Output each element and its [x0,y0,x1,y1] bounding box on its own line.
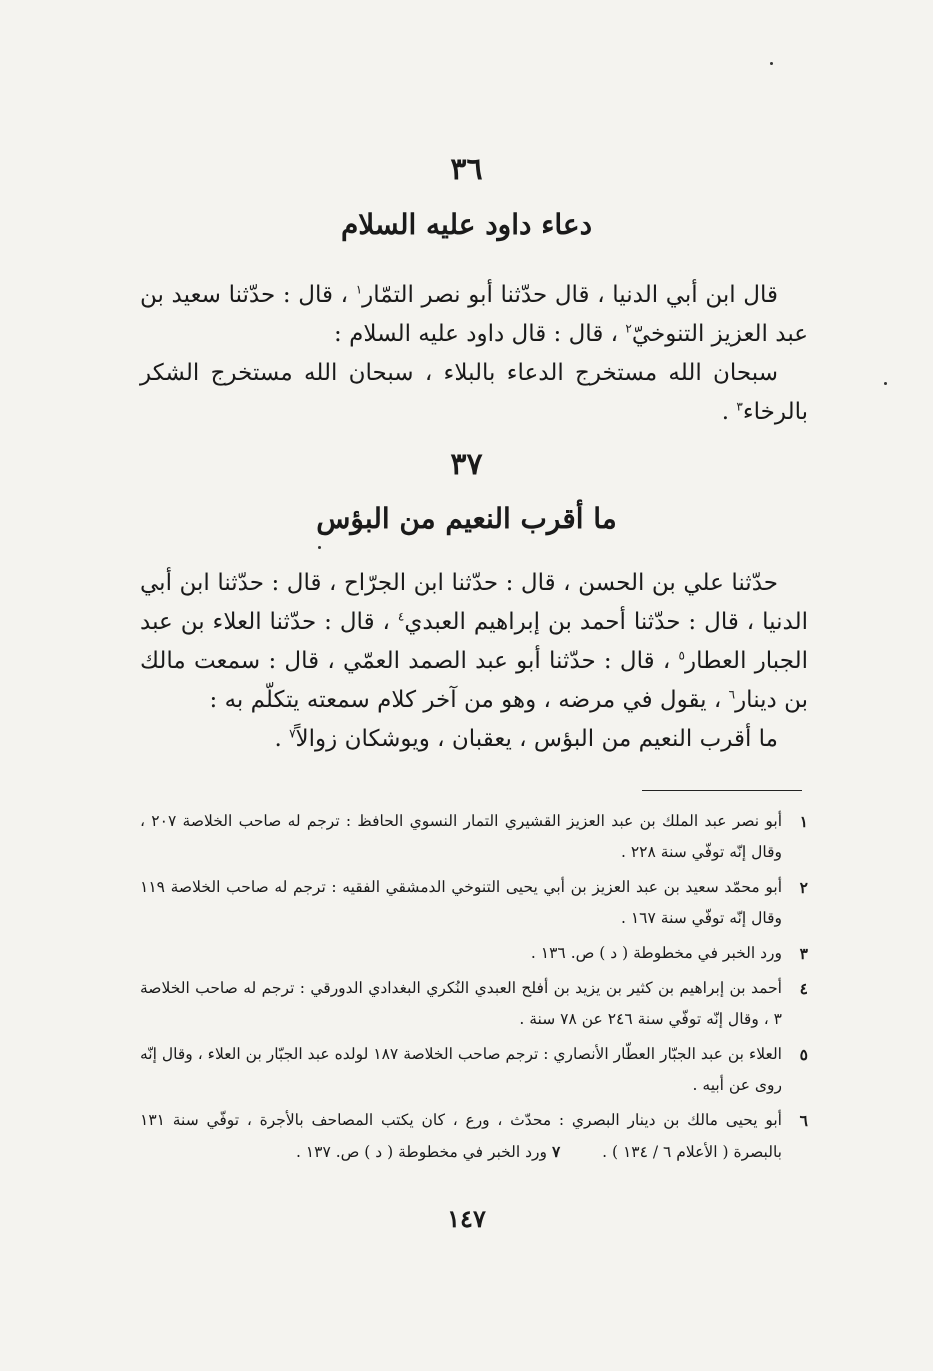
footnote-6 [140,1105,808,1168]
section-37-paragraph-2: ما أقرب النعيم من البؤس ، يعقبان ، ويوشكان زوالاً$^٧$ . [274,726,778,752]
footnote-text: ورد الخبر في مخطوطة ( د ) ص. ١٣٦ . [530,944,782,962]
section-title-37: ما أقرب النعيم من البؤس [316,502,617,535]
paper-speck [884,382,887,385]
footnote-3 [140,938,808,969]
section-36-paragraph-1: قال ابن أبي الدنيا ، قال حدّثنا أبو نصر التمّار$^١$ ، قال : حدّثنا سعيد بن عبد العزيز التنوخيّ$^٢$ ، قال : قال داود عليه السلام : [140,282,808,347]
page-number: ١٤٧ [447,1204,486,1233]
footnote-number: ١ [799,812,808,831]
section-36-paragraph-2: سبحان الله مستخرج الدعاء بالبلاء ، سبحان الله مستخرج الشكر بالرخاء$^٣$ . [140,360,808,425]
footnote-text: أحمد بن إبراهيم بن كثير بن يزيد بن أفلح العبدي النُكري البغدادي الدورقي : ترجم له صاحب الخلاصة ٣ ، وقال إنّه توفّي سنة ٢٤٦ عن ٧٨ سنة . [140,979,782,1028]
footnote-number: ٥ [799,1045,808,1064]
footnote-number: ٢ [799,878,808,897]
section-number-37: ٣٧ [450,447,483,482]
footnote-text-7: ورد الخبر في مخطوطة ( د ) ص. ١٣٧ . [295,1143,548,1161]
footnote-ref-3: ٣ [736,399,743,414]
footnotes [140,806,808,1172]
footnote-number: ٤ [799,979,808,998]
footnote-ref-7: ٧ [289,726,296,741]
footnote-1 [140,806,808,868]
footnote-number: ٦ [799,1111,808,1130]
footnote-text: أبو نصر عبد الملك بن عبد العزيز القشيري التمار النسوي الحافظ : ترجم له صاحب الخلاصة ٢٠٧ ، وقال إنّه توفّي سنة ٢٢٨ . [140,812,783,861]
paper-speck [318,546,321,549]
section-37-body [140,564,808,759]
section-36-body [140,276,808,432]
footnote-number-7: ٧ [551,1142,561,1161]
footnote-ref-5: ٥ [678,648,685,663]
footnote-ref-6: ٦ [728,687,736,702]
footnote-text: أبو محمّد سعيد بن عبد العزيز بن أبي يحيى التنوخي الدمشقي الفقيه : ترجم له صاحب الخلاصة ١١٩ وقال إنّه توفّي سنة ١٦٧ . [140,878,782,927]
footnote-divider [642,790,802,791]
section-number-36: ٣٦ [450,152,483,187]
footnote-text: أبو يحيى مالك بن دينار البصري : محدّث ، ورع ، كان يكتب المصاحف بالأجرة ، توفّي سنة ١٣١ بالبصرة ( الأعلام ٦ / ١٣٤ ) . [140,1111,782,1161]
section-title-36: دعاء داود عليه السلام [340,208,593,241]
footnote-ref-1: ١ [355,282,363,297]
section-37-paragraph-1: حدّثنا علي بن الحسن ، قال : حدّثنا ابن الجرّاح ، قال : حدّثنا ابن أبي الدنيا ، قال : حدّثنا أحمد بن إبراهيم العبدي$^٤$ ، قال : حدّثنا العلاء بن عبد الجبار العطار$^٥$ ، قال : حدّثنا أبو عبد الصمد العمّي ، قال : سمعت مالك بن دينار$^٦$ ، يقول في مرضه ، وهو من آخر كلام سمعته يتكلّم به : [140,570,808,713]
footnote-ref-2: ٢ [625,321,632,336]
footnote-5 [140,1039,808,1101]
footnote-ref-4: ٤ [397,609,405,624]
footnote-2 [140,872,808,934]
footnote-4 [140,973,808,1035]
footnote-text: العلاء بن عبد الجبّار العطّار الأنصاري : ترجم صاحب الخلاصة ١٨٧ لولده عبد الجبّار بن العلاء ، وقال إنّه روى عن أبيه . [140,1045,782,1094]
footnote-number: ٣ [799,944,808,963]
paper-speck [770,62,773,65]
